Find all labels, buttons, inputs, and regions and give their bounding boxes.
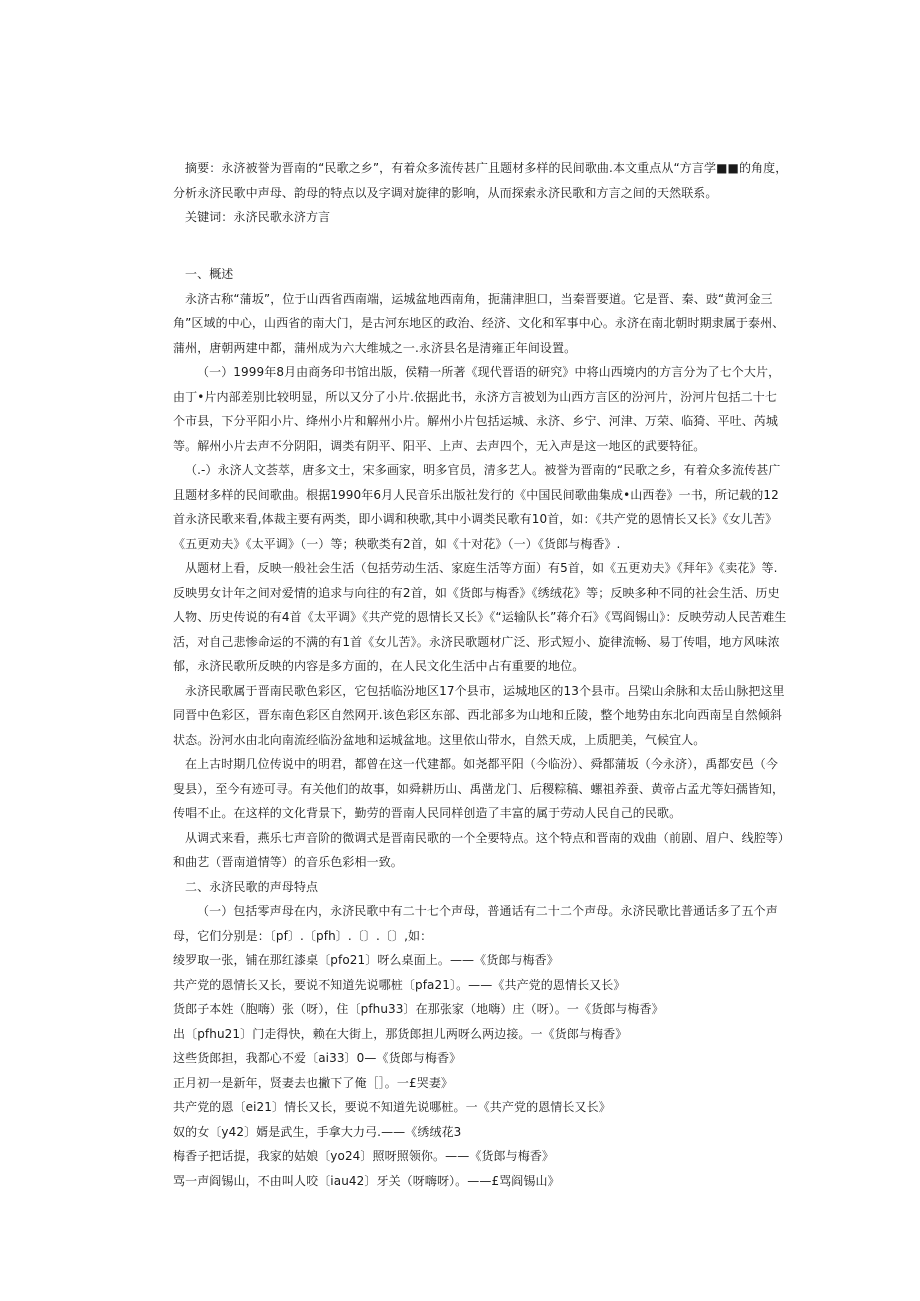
paragraph: 在上古时期几位传说中的明君，都曾在这一代建都。如尧都平阳（今临汾）、舜都蒲坂（今永济），禹都安邑（今叟县），至今有迹可寻。有关他们的故事，如舜耕历山、禹凿龙门、后稷粽稿、螺祖养蚕、黄帝占孟尤等妇孺皆知，传唱不止。在这样的文化背景下，勤劳的晋南人民同样创造了丰富的属于劳动人民自己的民歌。 [173, 757, 785, 820]
example-line: 绫罗取一张，铺在那红漆桌〔pfo21〕呀么桌面上。——《货郎与梅香》 [173, 953, 559, 967]
example-line: 出〔pfhu21〕门走得快，赖在大街上，那货郎担儿两呀么两边接。一《货郎与梅香》 [173, 1026, 628, 1041]
section-heading-overview: 一、概述 [185, 267, 234, 281]
paragraph: 永济民歌属于晋南民歌色彩区，它包括临汾地区17个县市，运城地区的13个县市。吕梁山余脉和太岳山脉把这里同晋中色彩区，晋东南色彩区自然网开.该色彩区东部、西北部多为山地和丘陵，整个地势由东北向西南呈自然倾斜状态。汾河水由北向南流经临汾盆地和运城盆地。这里依山带水，自然天成，上质肥美，气候宜人。 [173, 683, 785, 747]
example-line: 正月初一是新年，贤妻去也撇下了俺［］。一£哭妻》 [173, 1075, 454, 1090]
section-heading-initials: 二、永济民歌的声母特点 [185, 879, 319, 894]
paragraph: 从题材上看，反映一般社会生活（包括劳动生活、家庭生活等方面）有5首，如《五更劝夫》《拜年》《卖花》等.反映男女计年之间对爱情的追求与向往的有2首，如《货郎与梅香》《绣绒花》等；反映多种不同的社会生活、历史人物、历史传说的有4首《太平调》《共产党的恩情长又长》《“运输队长”蒋介石》《骂阎锡山》：反映劳动人民苦难生活，对自己悲惨命运的不满的有1首《女儿苦》。永济民歌题材广泛、形式短小、旋律流畅、易丁传唱，地方风味浓郁，永济民歌所反映的内容是多方面的，在人民文化生活中占有重要的地位。 [173, 561, 787, 673]
abstract: 摘要：永济被誉为晋南的“民歌之乡”，有着众多流传甚广且题材多样的民间歌曲.本文重点从“方言学■■的角度，分析永济民歌中声母、韵母的特点以及字调对旋律的影响，从而探索永济民歌和方言之间的天然联系。 [173, 161, 788, 200]
example-line: 货郎子本姓（胞嗨）张（呀），住〔pfhu33〕在那张家（地嗨）庄（呀）。一《货郎与梅香》 [173, 1002, 664, 1016]
paragraph: （.-）永济人文荟萃，唐多文士，宋多画家，明多官员，清多艺人。被誉为晋南的“民歌之乡，有着众多流传甚广且题材多样的民间歌曲。根据1990年6月人民音乐出版社发行的《中国民间歌曲集成•山西卷》一书，所记载的12首永济民歌来看,体裁主要有两类，即小调和秧歌,其中小调类民歌有10首，如：《共产党的恩情长又长》《女儿苦》《五更劝夫》《太平调》（一）等；秧歌类有2首，如《十对花》（一）《货郎与梅香》. [173, 463, 781, 551]
section-intro: （一）包括零声母在内，永济民歌中有二十七个声母，普通话有二十二个声母。永济民歌比普通话多了五个声母，它们分别是：〔pf〕.〔pfh〕.〔〕.〔〕,如： [173, 904, 778, 943]
example-line: 梅香子把话提，我家的姑娘〔yo24〕照呀照领你。——《货郎与梅香》 [173, 1149, 555, 1163]
paragraph: 永济古称“蒲坂”，位于山西省西南端，运城盆地西南角，扼蒲津胆口，当秦晋要道。它是晋、秦、豉“黄河金三角”区域的中心，山西省的南大门，是古河东地区的政治、经济、文化和军事中心。永济在南北朝时期隶属于泰州、蒲州，唐朝两建中都，蒲州成为六大维城之一.永济县名是清雍正年间设置。 [173, 291, 785, 355]
spacer [173, 230, 788, 255]
example-line: 奴的女〔y42〕婿是武生，手拿大力弓.——《绣绒花3 [173, 1124, 462, 1139]
keywords: 关键词：永济民歌永济方言 [185, 210, 331, 224]
example-line: 骂一声阎锡山，不由叫人咬〔iau42〕牙关（呀嗨呀）。——£骂阎锡山》 [173, 1173, 560, 1188]
example-line: 共产党的恩情长又长，要说不知道先说哪桩〔pfa21〕。——《共产党的恩情长又长》 [173, 977, 626, 992]
example-line: 这些货郎担，我都心不爱〔ai33〕0—《货郎与梅香》 [173, 1051, 462, 1065]
paragraph: （一）1999年8月由商务印书馆出版，侯精一所著《现代晋语的研究》中将山西境内的方言分为了七个大片，由丁•片内部差别比较明显，所以又分了小片.依据此书，永济方言被划为山西方言区的汾河片，汾河片包括二十七个市县，下分平阳小片、绛州小片和解州小片。解州小片包括运城、永济、乡宁、河津、万荣、临猗、平吐、芮城等。解州小片去声不分阴阳，调类有阴平、阳平、上声、去声四个，无入声是这一地区的武要特征。 [173, 365, 781, 453]
spacer [173, 254, 788, 262]
document-body [173, 156, 788, 1193]
example-line: 共产党的恩〔ei21〕情长又长，要说不知道先说哪桩。一《共产党的恩情长又长》 [173, 1100, 611, 1114]
paragraph: 从调式来看，燕乐七声音阶的微调式是晋南民歌的一个全要特点。这个特点和晋南的戏曲（前剧、眉户、线腔等）和曲艺（晋南道情等）的音乐色彩相一致。 [173, 830, 785, 869]
